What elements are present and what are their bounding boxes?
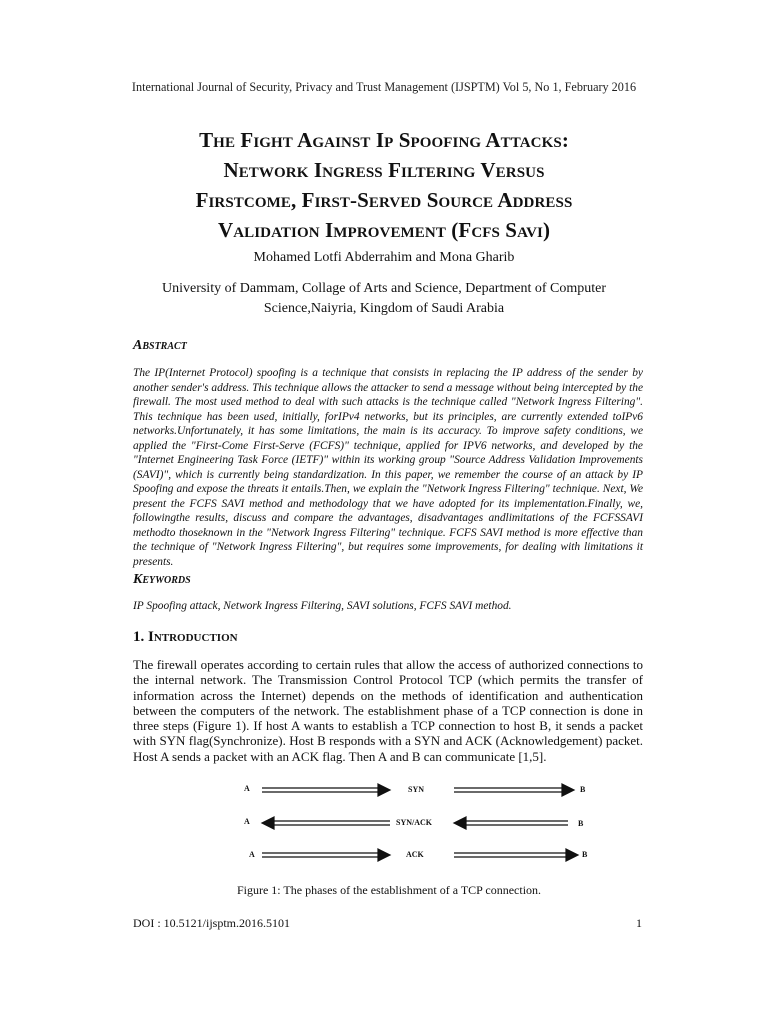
arrow-head <box>262 817 274 829</box>
figure-host-a-label: A <box>244 784 250 793</box>
abstract-text: The IP(Internet Protocol) spoofing is a technique that consists in replacing the IP address of the sender by another sender's address. This technique allows the attacker to send a message without being intercepted by the firewall. The most used method to deal with such attacks is the technique called "Network Ingress Filtering". This technique has been used, initially, forIPv4 networks, but its principles, are currently extended toIPv6 networks.Unfortunately, it has some limitations, the main is its accuracy. To improve safety conditions, we applied the "First-Come First-Serve (FCFS)" technique, applied for IPV6 networks, and developed by the "Internet Engineering Task Force (IETF)" within its working group "Source Address Validation Improvements (SAVI)", which is currently being standardization. In this paper, we remember the course of an attack by IP Spoofing and expose the threats it entails.Then, we explain the "Network Ingress Filtering" technique. Next, We present the FCFS SAVI method and methodology that we have adopted for its implementation.Finally, we, followingthe results, discuss and compare the advantages, disadvantages andlimitations of the FCFSSAVI methodto thoseknown in the "Network Ingress Filtering" technique. FCFS SAVI method is more effective than the technique of "Network Ingress Filtering", but requires some improvements, for dealing with limitations it presents. <box>133 367 643 568</box>
figure-caption: Figure 1: The phases of the establishment of a TCP connection. <box>236 883 542 897</box>
title-line: Validation Improvement (Fcfs Savi) <box>217 218 551 242</box>
authors: Mohamed Lotfi Abderrahim and Mona Gharib <box>253 250 515 265</box>
title-line: The Fight Against Ip Spoofing Attacks: <box>199 128 569 152</box>
arrow-head <box>454 817 466 829</box>
tcp-handshake-figure <box>240 780 600 870</box>
arrow-head <box>378 784 390 796</box>
arrow-head <box>378 849 390 861</box>
arrow-head <box>566 849 578 861</box>
page-number: 1 <box>636 916 642 930</box>
figure-message-label: SYN <box>408 785 425 794</box>
figure-message-label: ACK <box>406 850 424 859</box>
arrow-head <box>562 784 574 796</box>
abstract-heading: Abstract <box>133 338 187 353</box>
figure-message-label: SYN/ACK <box>396 818 433 827</box>
title-line: Firstcome, First-Served Source Address <box>195 188 573 212</box>
affiliation-line: University of Dammam, Collage of Arts and Science, Department of Computer <box>161 281 606 296</box>
paper-title <box>100 125 668 245</box>
figure-host-a-label: A <box>244 817 250 826</box>
title-line: Network Ingress Filtering Versus <box>223 158 545 182</box>
affiliation <box>130 279 638 319</box>
journal-header: International Journal of Security, Privacy and Trust Management (IJSPTM) Vol 5, No 1, February 2016 <box>131 80 637 94</box>
figure-host-b-label: B <box>580 785 586 794</box>
introduction-heading: 1. Introduction <box>133 629 238 645</box>
figure-host-a-label: A <box>249 850 255 859</box>
introduction-text: The firewall operates according to certain rules that allow the access of authorized connections to the internal network. The Transmission Control Protocol TCP (which permits the transfer of information across the Internet) depends on the methods of identification and authentication between the computers of the network. The establishment phase of a TCP connection is done in three steps (Figure 1). If host A wants to establish a TCP connection to host B, it sends a packet with SYN flag(Synchronize). Host B responds with a SYN and ACK (Acknowledgement) packet. Host A sends a packet with an ACK flag. Then A and B can communicate [1,5]. <box>133 657 643 764</box>
keywords-text: IP Spoofing attack, Network Ingress Filtering, SAVI solutions, FCFS SAVI method. <box>133 600 512 612</box>
figure-host-b-label: B <box>582 850 588 859</box>
keywords-heading: Keywords <box>133 572 191 587</box>
affiliation-line: Science,Naiyria, Kingdom of Saudi Arabia <box>263 301 505 316</box>
figure-host-b-label: B <box>578 819 584 828</box>
footer-doi: DOI : 10.5121/ijsptm.2016.5101 <box>133 916 291 930</box>
